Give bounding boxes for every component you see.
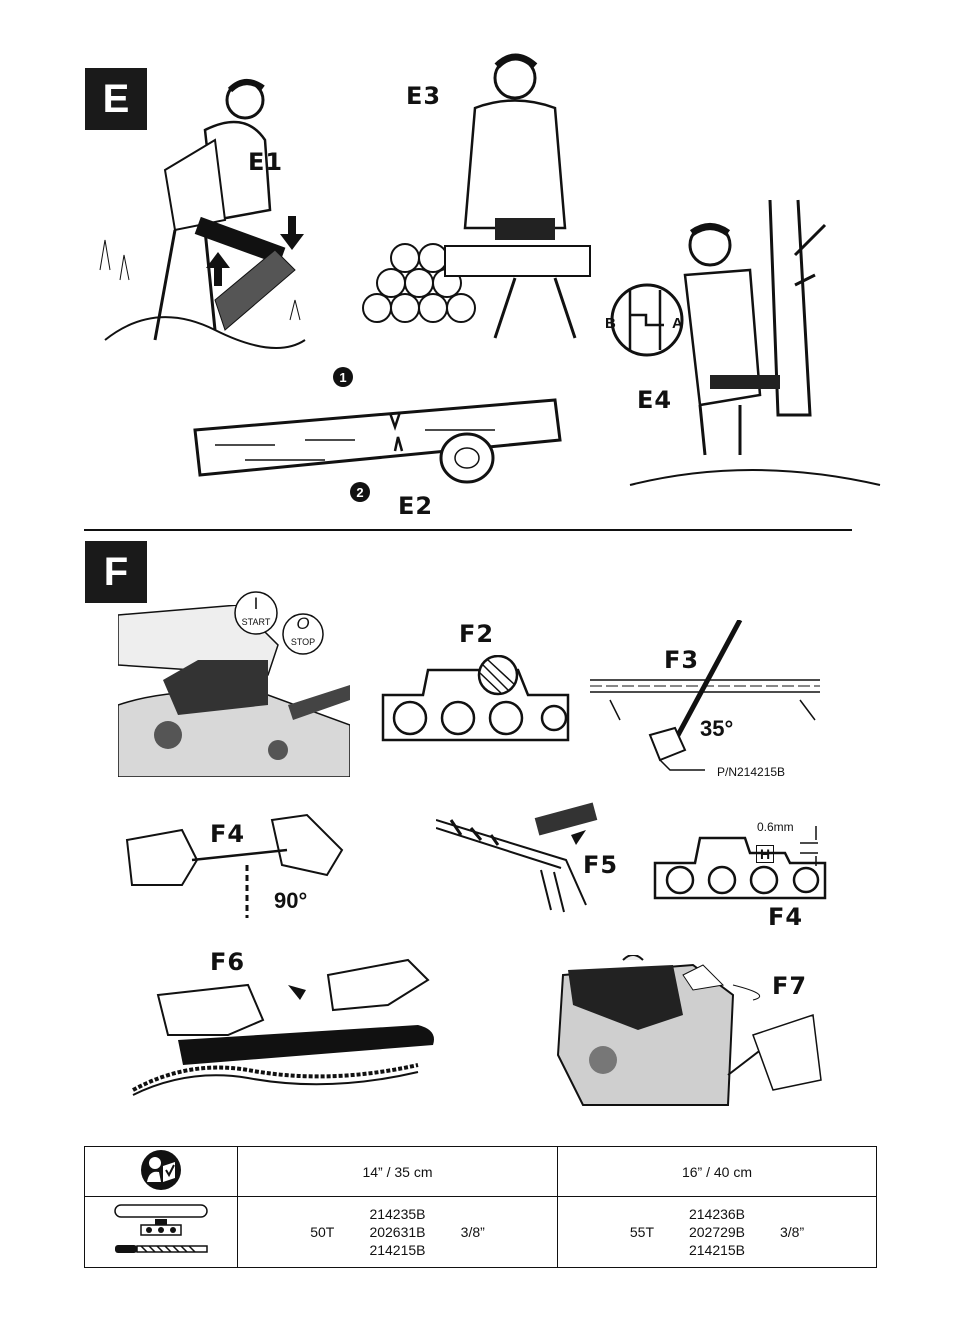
f4-angle: 90°: [274, 888, 308, 913]
f4-left-label: F4: [210, 820, 246, 848]
notch-label-a: A: [672, 315, 683, 332]
f4-depth: 0.6mm: [757, 820, 794, 834]
section-divider: [84, 529, 852, 531]
header-16in: 16” / 40 cm: [558, 1147, 877, 1197]
e4-illustration: [610, 195, 890, 495]
f3-label: F3: [664, 646, 700, 674]
e3-illustration: [355, 48, 595, 348]
part-16in-file: 214215B: [688, 1242, 746, 1258]
f4-right-label: F4: [768, 903, 804, 931]
notch-label-b: B: [605, 315, 616, 332]
f5-label: F5: [583, 851, 619, 879]
f4-h-label: H: [756, 845, 774, 863]
e1-illustration: [95, 70, 315, 360]
guide-bar-icon: [115, 1205, 207, 1217]
callout-1: 1: [333, 367, 353, 387]
start-symbol: I: [253, 594, 259, 613]
start-label: START: [241, 617, 271, 627]
links-14in: 50T: [310, 1224, 335, 1240]
e2-illustration: [185, 385, 565, 490]
parts-16in-cell: [558, 1197, 877, 1268]
e1-label: E1: [248, 148, 284, 176]
part-16in-chain: 202729B: [688, 1224, 746, 1240]
arrow-up-icon: [206, 252, 230, 286]
links-16in: 55T: [629, 1224, 654, 1240]
f3-illustration: [590, 620, 820, 780]
file-icon: [115, 1245, 207, 1253]
f3-part-number: P/N214215B: [717, 765, 786, 779]
section-e-letter: E: [85, 68, 147, 130]
f4-right-illustration: [650, 818, 830, 903]
part-14in-bar: 214235B: [369, 1206, 426, 1222]
stop-label: STOP: [290, 637, 316, 647]
parts-table: [84, 1146, 877, 1268]
callout-2: 2: [350, 482, 370, 502]
f6-label: F6: [210, 948, 246, 976]
part-14in-chain: 202631B: [369, 1224, 426, 1240]
part-16in-bar: 214236B: [688, 1206, 746, 1222]
saw-chain-icon: [141, 1219, 181, 1235]
read-manual-cell: [85, 1147, 238, 1197]
parts-14in-cell: [238, 1197, 558, 1268]
f2-illustration: [378, 655, 574, 745]
parts-icons-cell: [85, 1197, 238, 1268]
f2-label: F2: [459, 620, 495, 648]
header-14in: 14” / 35 cm: [238, 1147, 558, 1197]
f6-illustration: [128, 950, 450, 1110]
e3-label: E3: [406, 82, 442, 110]
stop-symbol: O: [296, 614, 310, 633]
f3-angle: 35°: [700, 716, 734, 741]
f5-illustration: [436, 800, 606, 920]
read-manual-icon: [139, 1148, 183, 1192]
section-f-letter: F: [85, 541, 147, 603]
e4-label: E4: [637, 386, 673, 414]
part-14in-file: 214215B: [369, 1242, 426, 1258]
f7-illustration: [543, 955, 823, 1115]
e2-label: E2: [398, 492, 434, 520]
arrow-down-icon: [280, 216, 304, 250]
f7-label: F7: [772, 972, 808, 1000]
pitch-16in: 3/8”: [780, 1224, 805, 1240]
pitch-14in: 3/8”: [460, 1224, 485, 1240]
